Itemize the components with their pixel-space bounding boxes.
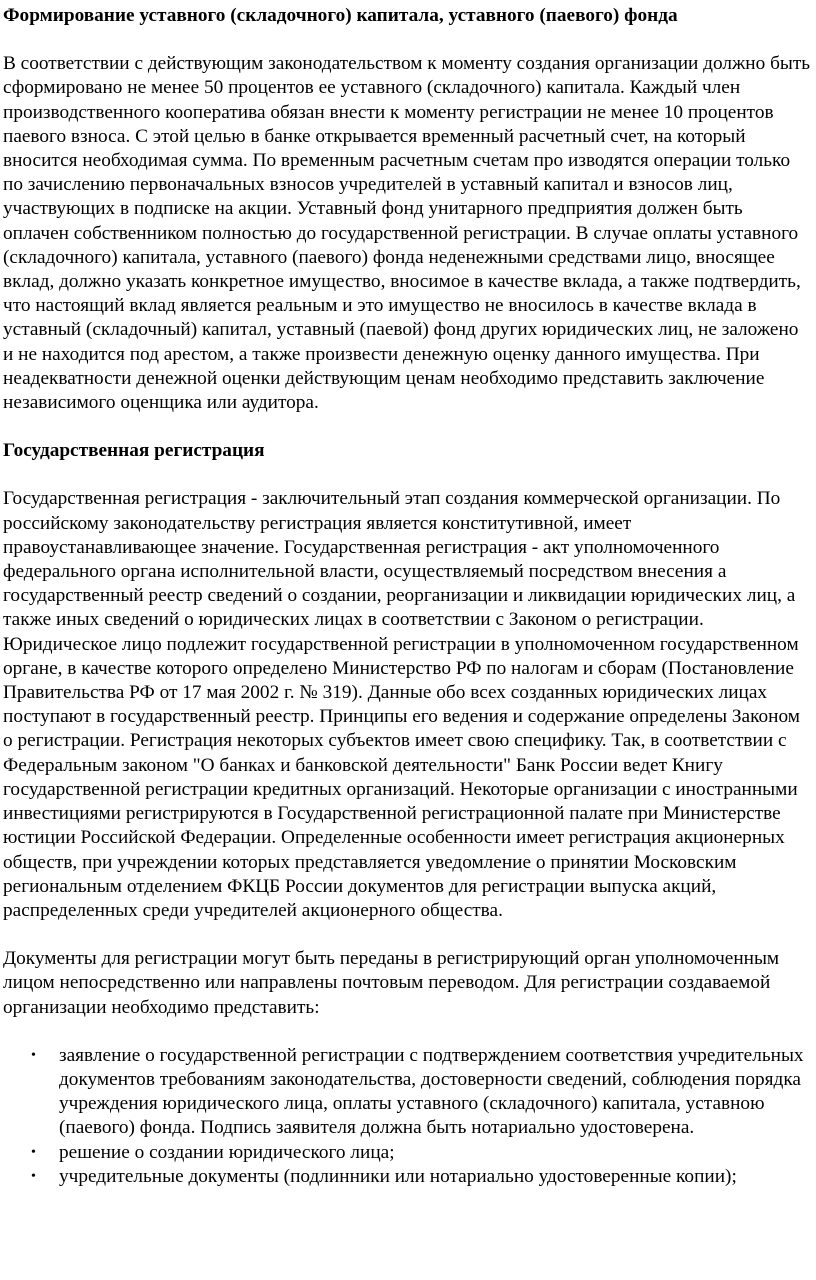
documents-list [3, 1044, 812, 1189]
section-heading-capital: Формирование уставного (складочного) капитала, уставного (паевого) фонда [3, 5, 678, 26]
list-item-text: учредительные документы (подлинники или нотариально удостоверенные копии); [59, 1165, 737, 1187]
paragraph-registration-documents: Документы для регистрации могут быть переданы в регистрирующий орган уполномоченным лицом непосредственно или направлены почтовым переводом. Для регистрации создаваемой организации необходимо представить: [3, 948, 780, 1018]
paragraph-capital-formation: В соответствии с действующим законодательством к моменту создания организации должно быть сформировано не менее 50 процентов ее уставного (складочного) капитала. Каждый член производственного кооператива обязан внести к моменту регистрации не менее 10 процентов паевого взноса. С этой целью в банке открывается временный расчетный счет, на который вносится необходимая сумма. По временным расчетным счетам про изводятся операции только по зачислению первоначальных взносов учредителей в уставный капитал и взносов лиц, участвующих в подписке на акции. Уставный фонд унитарного предприятия должен быть оплачен собственником полностью до государственной регистрации. В случае оплаты уставного (складочного) капитала, уставного (паевого) фонда неденежными средствами лицо, вносящее вклад, должно указать конкретное имущество, вносимое в качестве вклада, а также подтвердить, что настоящий вклад является реальным и это имущество не вносилось в качестве вклада в уставный (складочный) капитал, уставный (паевой) фонд других юридических лиц, не заложено и не находится под арестом, а также произвести денежную оценку данного имущества. При неадекватности денежной оценки действующим ценам необходимо представить заключение независимого оценщика или аудитора. [3, 53, 811, 414]
list-item [31, 1141, 812, 1165]
list-item [31, 1165, 812, 1189]
bullet-icon: • [31, 1168, 36, 1184]
list-item-text: решение о создании юридического лица; [59, 1141, 395, 1163]
section-heading-registration: Государственная регистрация [3, 440, 265, 462]
bullet-icon: • [31, 1047, 36, 1063]
paragraph-registration-overview: Государственная регистрация - заключительный этап создания коммерческой организации. По российскому законодательству регистрация является конститутивной, имеет правоустанавливающее значение. Государственная регистрация - акт уполномоченного федерального органа исполнительной власти, осуществляемый посредством внесения а государственный реестр сведений о создании, реорганизации и ликвидации юридических лиц, а также иных сведений о юридических лицах в соответствии с Законом о регистрации. Юридическое лицо подлежит государственной регистрации в уполномоченном государственном органе, в качестве которого определено Министерство РФ по налогам и сборам (Постановление Правительства РФ от 17 мая 2002 г. № 319). Данные обо всех созданных юридических лицах поступают в государственный реестр. Принципы его ведения и содержание определены Законом о регистрации. Регистрация некоторых субъектов имеет свою специфику. Так, в соответствии с Федеральным законом "О банках и банковской деятельности" Банк России ведет Книгу государственной регистрации кредитных организаций. Некоторые организации с иностранными инвестициями регистрируются в Государственной регистрационной палате при Министерстве юстиции Российской Федерации. Определенные особенности имеет регистрация акционерных обществ, при учреждении которых представляется уведомление о принятии Московским региональным отделением ФКЦБ России документов для регистрации выпуска акций, распределенных среди учредителей акционерного общества. [3, 488, 800, 921]
list-item-text: заявление о государственной регистрации с подтверждением соответствия учредительных документов требованиям законодательства, достоверности сведений, соблюдения порядка учреждения юридического лица, оплаты уставного (складочного) капитала, уставною (паевого) фонда. Подпись заявителя должна быть нотариально удостоверена. [59, 1044, 804, 1139]
bullet-icon: • [31, 1144, 36, 1160]
list-item [31, 1044, 812, 1141]
